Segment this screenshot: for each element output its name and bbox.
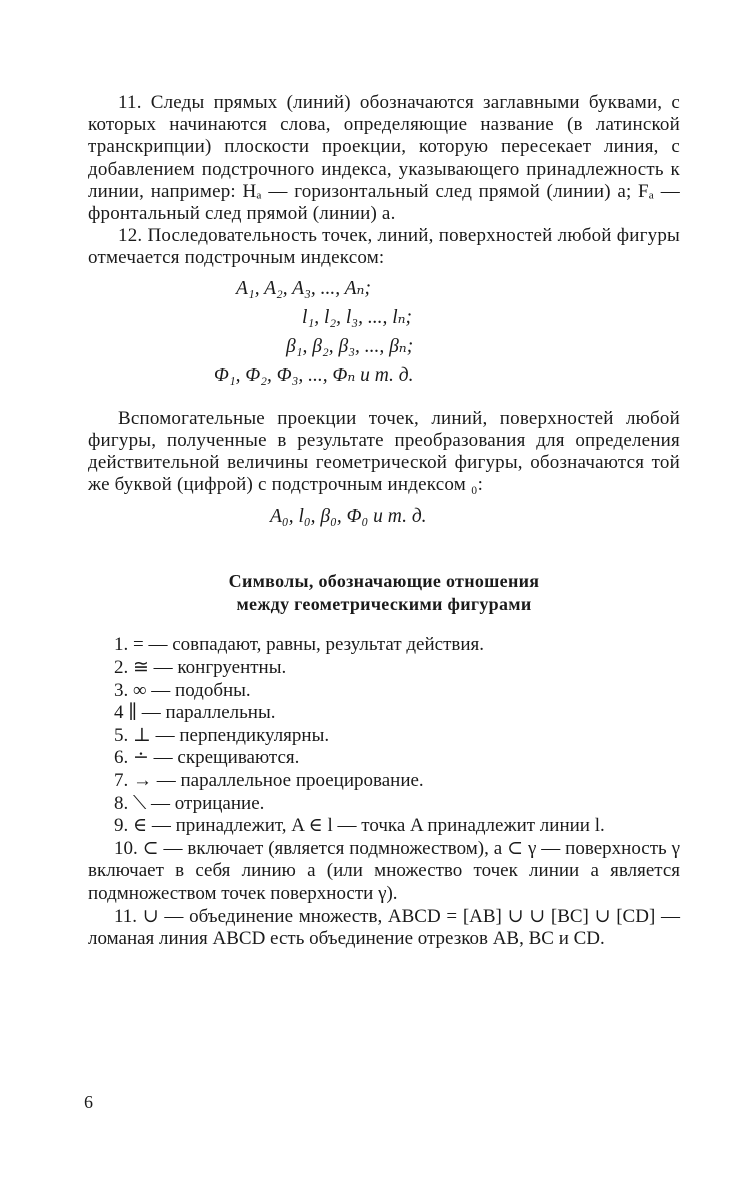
list-item: 9. ∈ — принадлежит, A ∈ l — точка A принадлежит линии l. [114,815,605,837]
list-item: 4 ∥ — параллельны. [114,702,276,724]
list-item: 10. ⊂ — включает (является подмножеством), a ⊂ γ — поверхность γ включает в себя линию a (или множество точек линии a является подмножеством точек поверхности γ). [88,837,680,904]
list-item: 3. ∞ — подобны. [114,679,251,701]
list-item: 1. = — совпадают, равны, результат действия. [114,634,484,656]
sequence-figures: Φ₁, Φ₂, Φ₃, ..., Φₙ и т. д. [214,364,414,386]
paragraph-12: 12. Последовательность точек, линий, поверхностей любой фигуры отмечается подстрочным индексом: [88,225,680,269]
list-item: 2. ≅ — конгруентны. [114,657,287,679]
sequence-surfaces: β₁, β₂, β₃, ..., βₙ; [286,335,414,357]
page-content [88,92,680,951]
paragraph-auxiliary: Вспомогательные проекции точек, линий, поверхностей любой фигуры, полученные в результате преобразования для определения действительной величины геометрической фигуры, обозначаются той же буквой (цифрой) с подстрочным индексом ₀: [88,407,680,496]
list-item: 7. → — параллельное проецирование. [114,770,424,791]
page-number: 6 [84,1092,93,1112]
list-item: 5. ⊥ — перпендикулярны. [114,724,330,746]
list-item: 8. ⟍ — отрицание. [114,792,265,814]
section-heading [88,570,680,616]
sequence-points: A₁, A₂, A₃, ..., Aₙ; [236,277,371,299]
list-item: 6. ∸ — скрещиваются. [114,747,300,769]
symbols-list [88,634,680,950]
list-item: 11. ∪ — объединение множеств, ABCD = [AB] ∪ ∪ [BC] ∪ [CD] — ломаная линия ABCD есть объединение отрезков AB, BC и CD. [88,905,680,950]
paragraph-11: 11. Следы прямых (линий) обозначаются заглавными буквами, с которых начинаются слова, определяющие название (в латинской транскрипции) плоскости проекции, которую пересекает линия, с добавлением подстрочного индекса, указывающего принадлежность к линии, например: Hₐ — горизонтальный след прямой (линии) a; Fₐ — фронтальный след прямой (линии) a. [88,92,680,225]
heading-line-2: между геометрическими фигурами [236,594,532,615]
sequence-lines: l₁, l₂, l₃, ..., lₙ; [302,306,413,328]
sequence-examples [88,274,680,390]
auxiliary-example: A₀, l₀, β₀, Φ₀ и т. д. [270,506,427,528]
heading-line-1: Символы, обозначающие отношения [228,571,540,592]
